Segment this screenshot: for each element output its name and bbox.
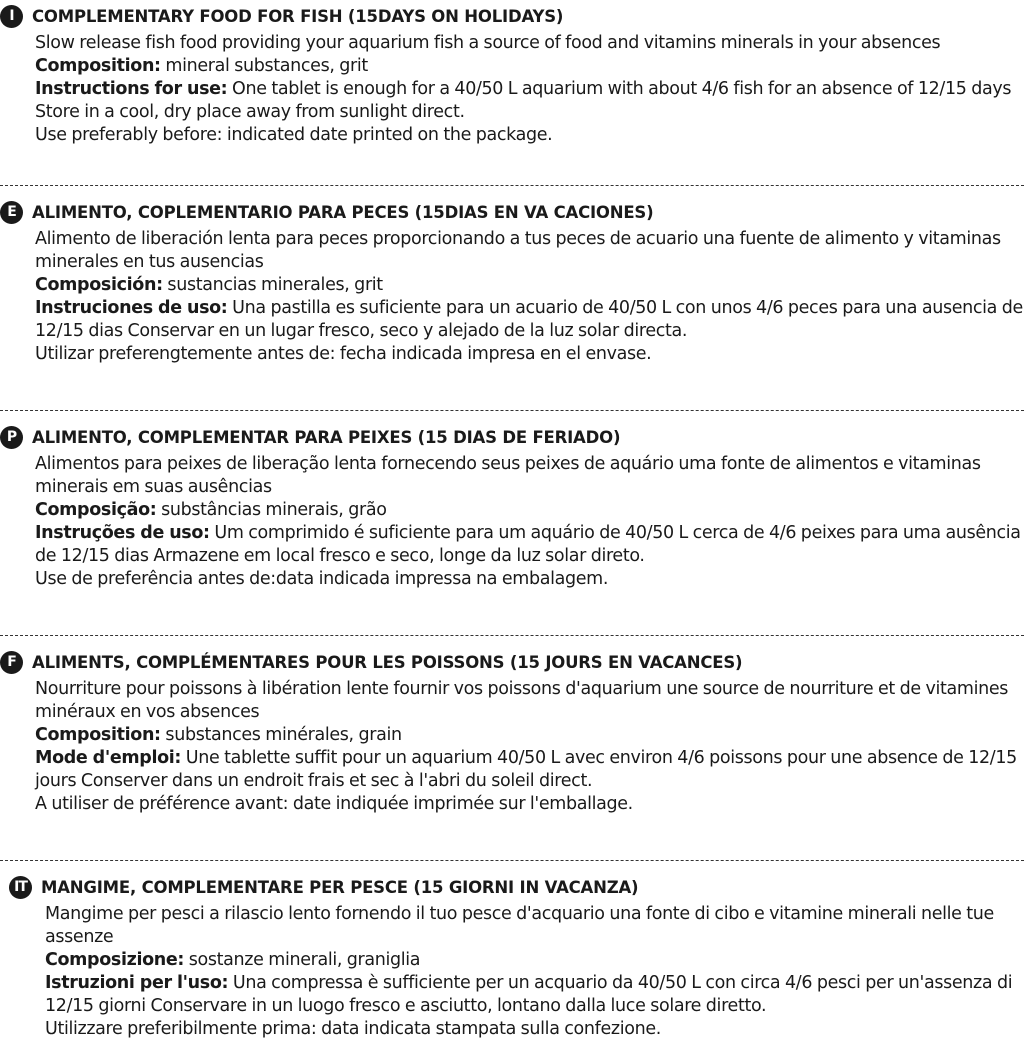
section-title: ALIMENTO, COPLEMENTARIO PARA PECES (15DIAS EN VA CACIONES) xyxy=(32,202,654,222)
section-body xyxy=(35,453,1024,591)
description: Alimento de liberación lenta para peces proporcionando a tus peces de acuario una fuente de alimento y vitaminas minerales en tus ausencias xyxy=(35,229,1001,272)
instructions-label: Instruciones de uso: xyxy=(35,298,228,318)
language-badge-icon: P xyxy=(0,426,23,449)
composition-label: Composición: xyxy=(35,275,163,295)
dashed-divider xyxy=(0,185,1024,186)
composition-line xyxy=(35,499,1024,522)
use-before: Utilizar preferengtemente antes de: fecha indicada impresa en el envase. xyxy=(35,344,652,364)
language-badge-icon: I xyxy=(0,5,23,28)
description: Mangime per pesci a rilascio lento fornendo il tuo pesce d'acquario una fonte di cibo e vitamine minerali nelle tue assenze xyxy=(45,904,994,947)
composition-value: substances minérales, grain xyxy=(160,725,402,745)
dashed-divider xyxy=(0,860,1024,861)
section-title: MANGIME, COMPLEMENTARE PER PESCE (15 GIORNI IN VACANZA) xyxy=(41,877,639,897)
composition-value: mineral substances, grit xyxy=(160,56,368,76)
section-title: COMPLEMENTARY FOOD FOR FISH (15DAYS ON HOLIDAYS) xyxy=(32,6,564,26)
composition-line xyxy=(35,55,1024,78)
instructions-value: Um comprimido é suficiente para um aquário de 40/50 L cerca de 4/6 peixes para uma ausência de 12/15 dias Armazene em local fresco e seco, longe da luz solar direto. xyxy=(35,523,1021,566)
section-title: ALIMENTS, COMPLÉMENTARES POUR LES POISSONS (15 JOURS EN VACANCES) xyxy=(32,652,743,672)
instructions-label: Istruzioni per l'uso: xyxy=(45,973,229,993)
instructions-value: Una pastilla es suficiente para un acuario de 40/50 L con unos 4/6 peces para una ausencia de 12/15 dias Conservar en un lugar fresco, seco y alejado de la luz solar directa. xyxy=(35,298,1023,341)
composition-line xyxy=(35,274,1024,297)
section-title: ALIMENTO, COMPLEMENTAR PARA PEIXES (15 DIAS DE FERIADO) xyxy=(32,427,621,447)
composition-label: Composition: xyxy=(35,725,161,745)
section-heading xyxy=(0,649,742,675)
dashed-divider xyxy=(0,410,1024,411)
instructions-line xyxy=(35,297,1024,343)
dashed-divider xyxy=(0,635,1024,636)
instructions-line xyxy=(35,747,1024,793)
section-heading xyxy=(0,424,620,450)
language-badge-icon: F xyxy=(0,651,23,674)
description: Slow release fish food providing your aquarium fish a source of food and vitamins minerals in your absences xyxy=(35,33,941,53)
composition-label: Composizione: xyxy=(45,950,185,970)
use-before: Utilizzare preferibilmente prima: data indicata stampata sulla confezione. xyxy=(45,1019,661,1039)
composition-label: Composition: xyxy=(35,56,161,76)
description: Alimentos para peixes de liberação lenta fornecendo seus peixes de aquário uma fonte de alimentos e vitaminas minerais em suas ausências xyxy=(35,454,981,497)
instructions-label: Mode d'emploi: xyxy=(35,748,182,768)
composition-label: Composição: xyxy=(35,500,157,520)
section-heading xyxy=(0,3,563,29)
use-before: Use preferably before: indicated date printed on the package. xyxy=(35,125,553,145)
use-before: Use de preferência antes de:data indicada impressa na embalagem. xyxy=(35,569,609,589)
composition-line xyxy=(35,724,1024,747)
use-before: A utiliser de préférence avant: date indiquée imprimée sur l'emballage. xyxy=(35,794,633,814)
composition-line xyxy=(45,949,1024,972)
section-heading xyxy=(9,874,638,900)
instructions-line xyxy=(45,972,1024,1018)
composition-value: substâncias minerais, grão xyxy=(156,500,387,520)
instructions-line xyxy=(35,522,1024,568)
instructions-value: Una compressa è sufficiente per un acquario da 40/50 L con circa 4/6 pesci per un'assenza di 12/15 giorni Conservare in un luogo fresco e asciutto, lontano dalla luce solare diretto. xyxy=(45,973,1013,1016)
instructions-value: Une tablette suffit pour un aquarium 40/50 L avec environ 4/6 poissons pour une absence de 12/15 jours Conserver dans un endroit frais et sec à l'abri du soleil direct. xyxy=(35,748,1017,791)
language-badge-icon: IT xyxy=(9,876,32,899)
instructions-label: Instruções de uso: xyxy=(35,523,210,543)
section-body xyxy=(35,32,1024,147)
section-body xyxy=(45,903,1024,1041)
composition-value: sustancias minerales, grit xyxy=(162,275,383,295)
instructions-value: One tablet is enough for a 40/50 L aquarium with about 4/6 fish for an absence of 12/15 days Store in a cool, dry place away from sunlight direct. xyxy=(35,79,1012,122)
instructions-line xyxy=(35,78,1024,124)
language-badge-icon: E xyxy=(0,201,23,224)
section-heading xyxy=(0,199,653,225)
section-body xyxy=(35,228,1024,366)
composition-value: sostanze minerali, graniglia xyxy=(184,950,421,970)
section-body xyxy=(35,678,1024,816)
instructions-label: Instructions for use: xyxy=(35,79,228,99)
description: Nourriture pour poissons à libération lente fournir vos poissons d'aquarium une source de nourriture et de vitamines minéraux en vos absences xyxy=(35,679,1009,722)
